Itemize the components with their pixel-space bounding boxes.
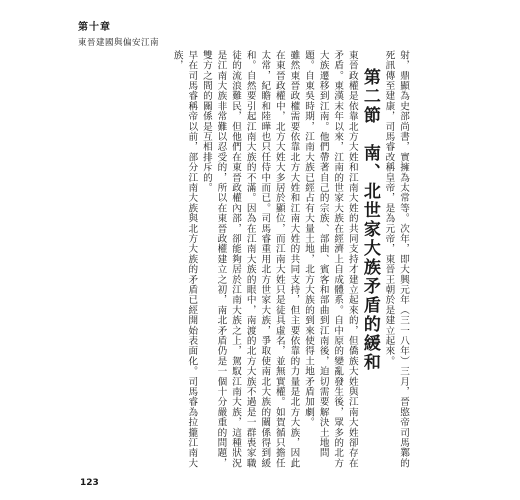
paragraph-2: 雖然東晉政權需要依靠北方大姓和江南大姓的共同支持，但主要依靠的力量是北方大族，因此在東晉政權中，北方大姓大多居於顯位，而江南大姓只是徒具虛名，並無實權。如賀循只擔任太常，紀瞻和陸曄也只任侍中而已。司馬睿重用北方世家大族，爭取使南北大族的關係得到緩和。自然要引起江南大族的不滿。因為在江南大族的眼中，南渡的北方大族不過是一群喪家職徒的流浪難民，但他們在東晉政權內部，卻能夠居於江南大族之上，駕馭江南大族，這種狀況是江南大族非常難以忍受的，所以在東晉政權建立之初，南北矛盾仍是一個十分嚴重的問題，雙方之間的關係是互相排斥的。 [200, 50, 300, 469]
running-header [78, 18, 159, 48]
paragraph-top: 射，鼎顯為史部尚書，實擁為太常等。次年，即大興元年（三一八年）三月，晉愍帝司馬鄴的死訊傳至建康，司馬睿改稱皇帝，是為元帝，東晉王朝於是建立起來。 [383, 50, 409, 469]
paragraph-1: 東晉政權是依靠北方大姓和江南大姓的共同支持才建立起來的，但僑族大姓與江南大姓卻存在矛盾。東漢末年以來，江南的世家大族在經濟上自成體系。自中原的變亂發生後，眾多的北方大族遷移到江南。他們帶著自己的宗族、部曲、賓客和部曲到江南後，迫切需要解決土地問題。自東吳時期，江南大族已經占有大量土地，北方大族的到來使得土地矛盾加劇。 [303, 50, 358, 469]
section-title: 第二節 南、北世家大族矛盾的緩和 [359, 68, 380, 372]
chapter-label: 第十章 [78, 22, 111, 33]
vertical-text-body [169, 50, 410, 470]
paragraph-3: 早在司馬睿稱帝以前，部分江南大族與北方大族的矛盾已經開始表面化。司馬睿為拉攏江南大族， [171, 50, 198, 469]
page-number: 123 [80, 478, 99, 488]
chapter-subtitle: 東晉建國與偏安江南 [78, 38, 160, 48]
